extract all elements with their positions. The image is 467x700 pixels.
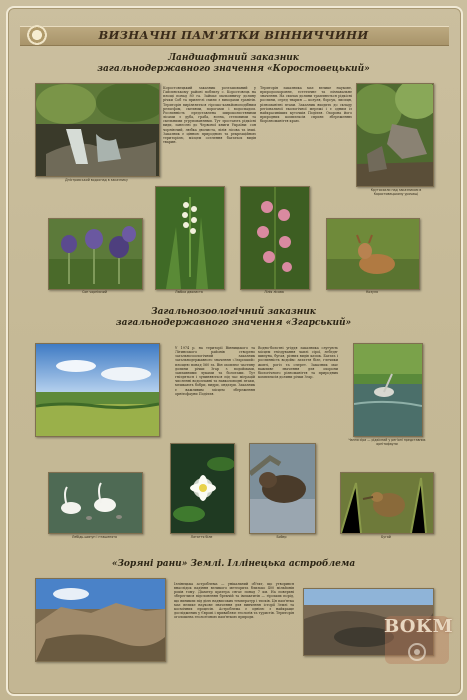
caption-pasque: Сон чорніючий [82,290,107,294]
page-title: ВИЗНАЧНІ ПАМ'ЯТКИ ВІННИЧЧИНИ [98,28,369,42]
photo-astro-cliff [35,578,166,662]
photo-beaver [249,443,316,534]
caption-beaver: Бобер [276,535,287,539]
section-zgar-title-1: Загальнозоологічний заказник [151,307,316,317]
caption-waterlily: Латаття біле [190,535,213,539]
text-koro-right: Територія заказника має велике наукове, природоохоронне, естетичне та пізнавальне значення. На схилах долини трапляються рідкісні рослини, серед тварин — козуля, борсук, лисиця, різноманітні птахи. Заказник входить до складу регіональної екологічної мережі і є одним із найкрасивіших куточків Поділля. Охорона його природних комплексів сприяє збереженню біорізноманіття краю. [260,86,352,124]
caption-waterfall: Дністровський водоспад в заказнику [65,178,128,182]
photo-waterlily [170,443,235,534]
photo-heron [353,343,423,437]
section-koro-title-2: загальнодержавного значення «Коростовецький» [97,64,370,74]
photo-lily [240,186,310,290]
logo-text: ВОКМ [384,616,454,637]
photo-rocks [356,83,434,187]
text-zgar-right: Водно-болотні угіддя заказника слугують місцем гніздування чаплі сірої, лебедя-шипуна, бугая, різних видів качок. Багата і рослинність водойм: латаття біле, глечики жовті, рогіз та очерет. Заказник має важливе значення для охорони біологічного різноманіття та природних комплексів долини річки Згар. [258,346,338,380]
caption-deer: Козуля [366,290,378,294]
section-zgar-title-2: загальнодержавного значення «Згарський» [115,318,352,328]
text-zgar-left: У 1974 р. на території Вінницького та Літинського районів створено загальнозоологічний заказник загальнодержавного значення «Згарський» площею понад 560 га. Він охоплює частину долини річки Згар з водоймами, заплавними луками та болотами. Тут гніздяться і зупиняються під час міграцій численні водоплавні та навколоводні птахи, мешкають бобри, видри, ондатри. Заказник є важливим місцем збереження орнітофауни Поділля. [175,346,255,396]
photo-orchid [155,186,225,290]
text-astro: Іллінецька астроблема — унікальний об'єкт, що утворився внаслідок падіння великого метеорита близько 400 мільйонів років тому. Діаметр кратера сягає понад 7 км. На поверхні збереглися відслонення брекчій та імпактитів — гірських порід, що виникли під дією надвисоких температур і тисків. Ця пам'ятка має велике наукове значення для вивчення історії Землі та космічних процесів. Астроблема є однією з найкраще досліджених у Європі і приваблює геологів та туристів. Територія оголошена геологічною пам'яткою природи. [174,582,294,620]
caption-swans: Лебідь-шипун і пташенята [72,535,117,539]
photo-landscape [35,343,160,437]
caption-heron: Чапля сіра — рідкісний у регіоні представник орнітофауни [348,438,426,446]
caption-orchid: Любка дволиста [175,290,203,294]
photo-deer [326,218,420,290]
section-astro-title: «Зоряні рани» Землі. Іллінецька астроблема [111,559,356,569]
section-koro-title-1: Ландшафтний заказник [168,53,299,63]
caption-bittern: Бугай [381,535,391,539]
caption-rocks: Крутосхили над заказником в Коростовецькому урочищі [370,188,422,196]
text-koro-left: Коростовецький заказник розташований у Гайсинському районі поблизу с. Коростовець на площі понад 80 га. Займає мальовничу долину річки Соб та прилеглі схили з виходами гранітів. Територія вирізняється гірсько-каньйоноподібним рельєфом, скелями, порогами і водоспадом. Рослинність представлена широколистяними лісами з дуба, граба, ясена, степовими та скельними угрупованнями. Тут зростають рідкісні види, занесені до Червоної книги України: сон чорніючий, любка дволиста, лілія лісова та інші. Заказник є цінною природною та рекреаційною територією, місцем оселення багатьох видів тварин. [163,86,256,145]
photo-bittern [340,472,434,534]
photo-waterfall [35,83,160,177]
photo-swans [48,472,143,534]
caption-lily: Лілія лісова [264,290,284,294]
photo-pasque [48,218,143,290]
